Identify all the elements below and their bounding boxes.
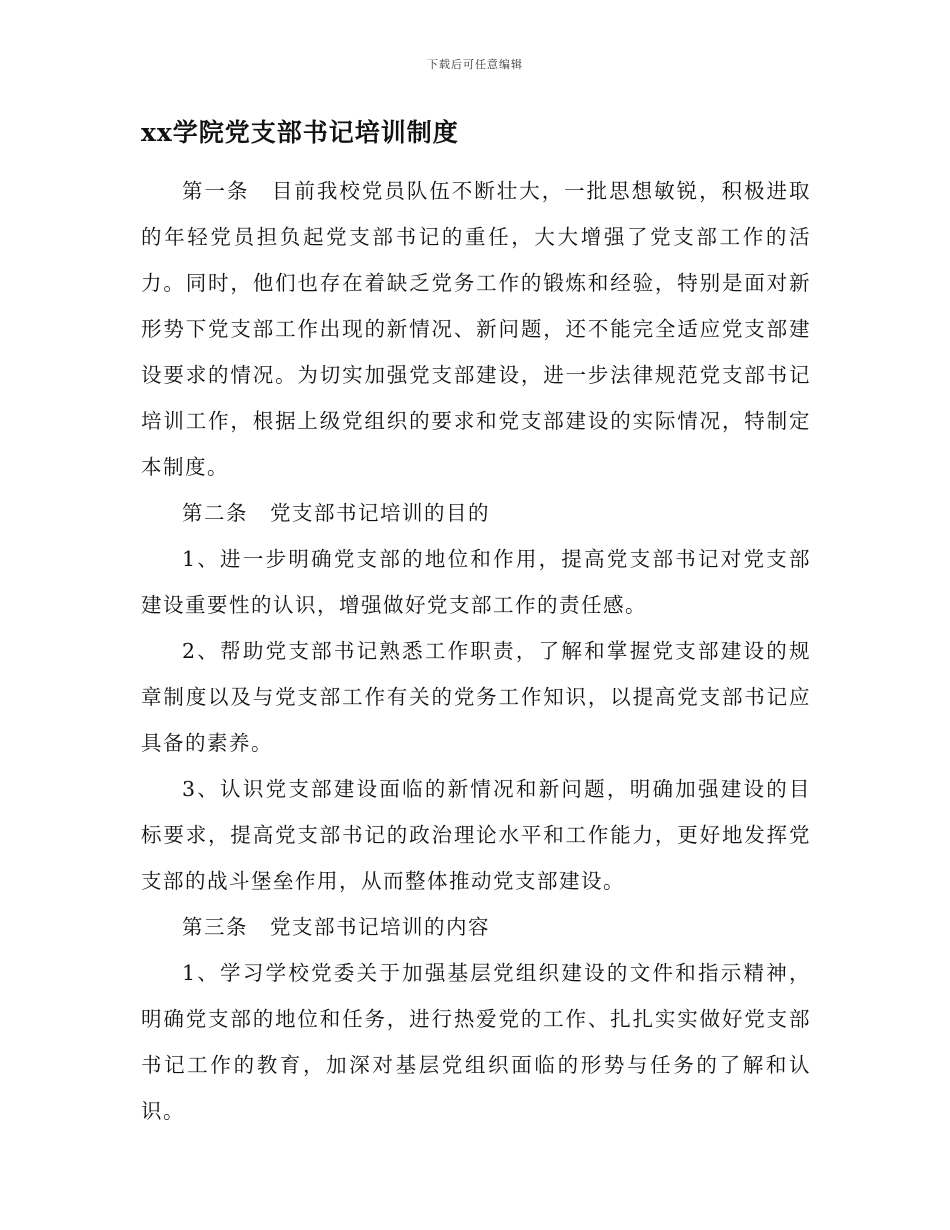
article-3-item-1: 1、学习学校党委关于加强基层党组织建设的文件和指示精神，明确党支部的地位和任务，进行热爱党的工作、扎扎实实做好党支部书记工作的教育，加深对基层党组织面临的形势与任务的了解和认识。 <box>141 961 811 1123</box>
page-title: xx学院党支部书记培训制度 <box>141 118 459 147</box>
article-2-item-1: 1、进一步明确党支部的地位和作用，提高党支部书记对党支部建设重要性的认识，增强做好党支部工作的责任感。 <box>141 547 811 617</box>
article-2-heading: 第二条 党支部书记培训的目的 <box>182 501 490 525</box>
article-1-paragraph: 第一条 目前我校党员队伍不断壮大，一批思想敏锐，积极进取的年轻党员担负起党支部书记的重任，大大增强了党支部工作的活力。同时，他们也存在着缺乏党务工作的锻炼和经验，特别是面对新形势下党支部工作出现的新情况、新问题，还不能完全适应党支部建设要求的情况。为切实加强党支部建设，进一步法律规范党支部书记培训工作，根据上级党组织的要求和党支部建设的实际情况，特制定本制度。 <box>141 179 811 479</box>
article-2-item-3: 3、认识党支部建设面临的新情况和新问题，明确加强建设的目标要求，提高党支部书记的政治理论水平和工作能力，更好地发挥党支部的战斗堡垒作用，从而整体推动党支部建设。 <box>141 777 811 893</box>
page-header-note: 下载后可任意编辑 <box>427 58 523 71</box>
document-body <box>141 168 811 1134</box>
article-3-heading: 第三条 党支部书记培训的内容 <box>182 915 490 939</box>
article-2-item-2: 2、帮助党支部书记熟悉工作职责，了解和掌握党支部建设的规章制度以及与党支部工作有关的党务工作知识，以提高党支部书记应具备的素养。 <box>141 639 811 755</box>
